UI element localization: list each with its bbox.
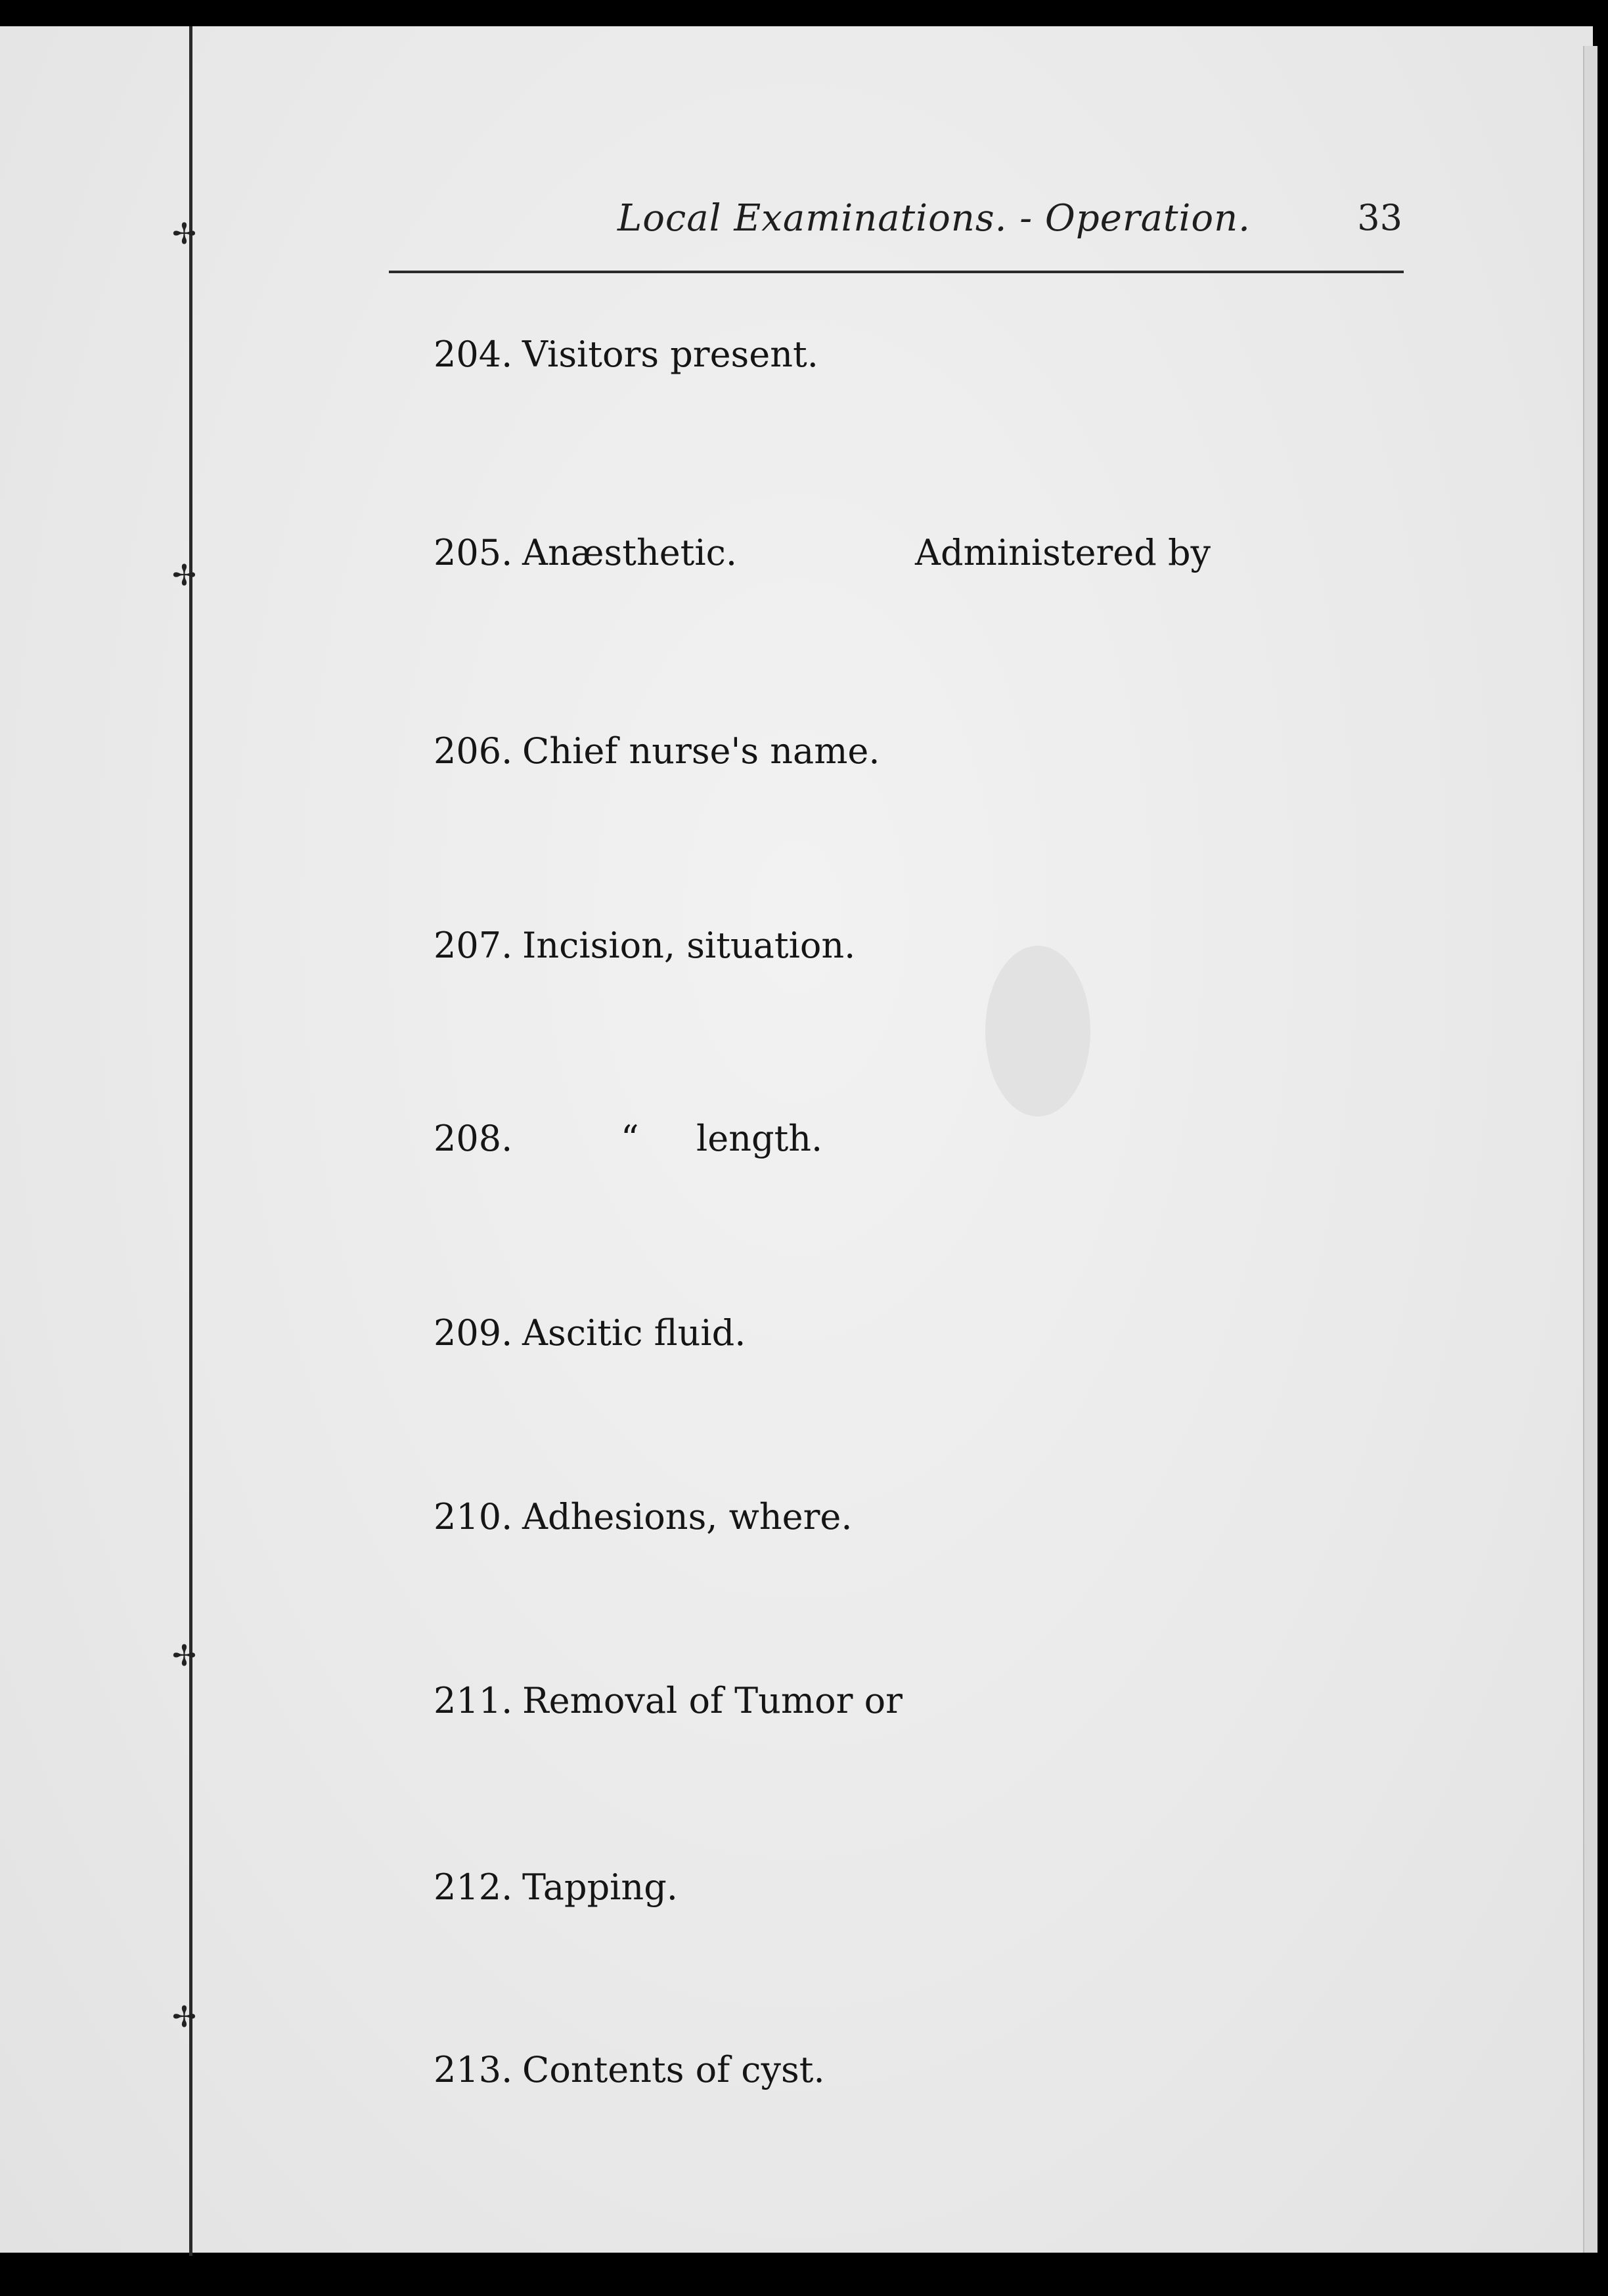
item-number: 211. [434, 1680, 513, 1721]
item-label: Ascitic fluid. [522, 1312, 746, 1354]
form-item-211 [434, 1680, 903, 1721]
item-number: 213. [434, 2049, 513, 2090]
form-item-212 [434, 1866, 678, 1908]
item-number: 209. [434, 1312, 513, 1354]
binding-stitch-mark: ✢ [172, 559, 196, 592]
form-item-204 [434, 334, 818, 375]
page-number: 33 [1357, 197, 1402, 238]
page-smudge [985, 946, 1090, 1116]
item-label: Adhesions, where. [522, 1496, 853, 1537]
item-label: length. [696, 1118, 823, 1159]
item-number: 204. [434, 334, 513, 375]
form-item-205 [434, 532, 1211, 573]
header-rule [389, 271, 1404, 273]
item-label: Visitors present. [522, 334, 818, 375]
item-number: 206. [434, 730, 513, 772]
item-label: Tapping. [522, 1866, 678, 1908]
page-header [388, 197, 1402, 276]
running-title: Local Examinations. - Operation. [617, 197, 1251, 240]
form-item-210 [434, 1496, 853, 1537]
form-item-207 [434, 925, 855, 966]
item-number: 210. [434, 1496, 513, 1537]
item-label: Anæsthetic. [522, 532, 738, 573]
form-item-213 [434, 2049, 825, 2090]
item-aside-label: Administered by [915, 532, 1211, 573]
item-label: Chief nurse's name. [522, 730, 880, 772]
form-item-206 [434, 730, 880, 772]
item-number: 207. [434, 925, 513, 966]
item-number: 205. [434, 532, 513, 573]
ditto-mark: “ [621, 1118, 639, 1159]
item-label: Contents of cyst. [522, 2049, 825, 2090]
form-item-208 [434, 1118, 822, 1159]
binding-stitch-mark: ✢ [172, 1639, 196, 1673]
binding-line [189, 26, 192, 2256]
binding-stitch-mark: ✢ [172, 2000, 196, 2034]
item-number: 208. [434, 1118, 513, 1159]
item-label: Incision, situation. [522, 925, 856, 966]
binding-stitch-mark: ✢ [172, 217, 196, 251]
page-edge [1583, 46, 1597, 2253]
form-item-209 [434, 1312, 746, 1354]
item-number: 212. [434, 1866, 513, 1908]
item-label: Removal of Tumor or [522, 1680, 903, 1721]
